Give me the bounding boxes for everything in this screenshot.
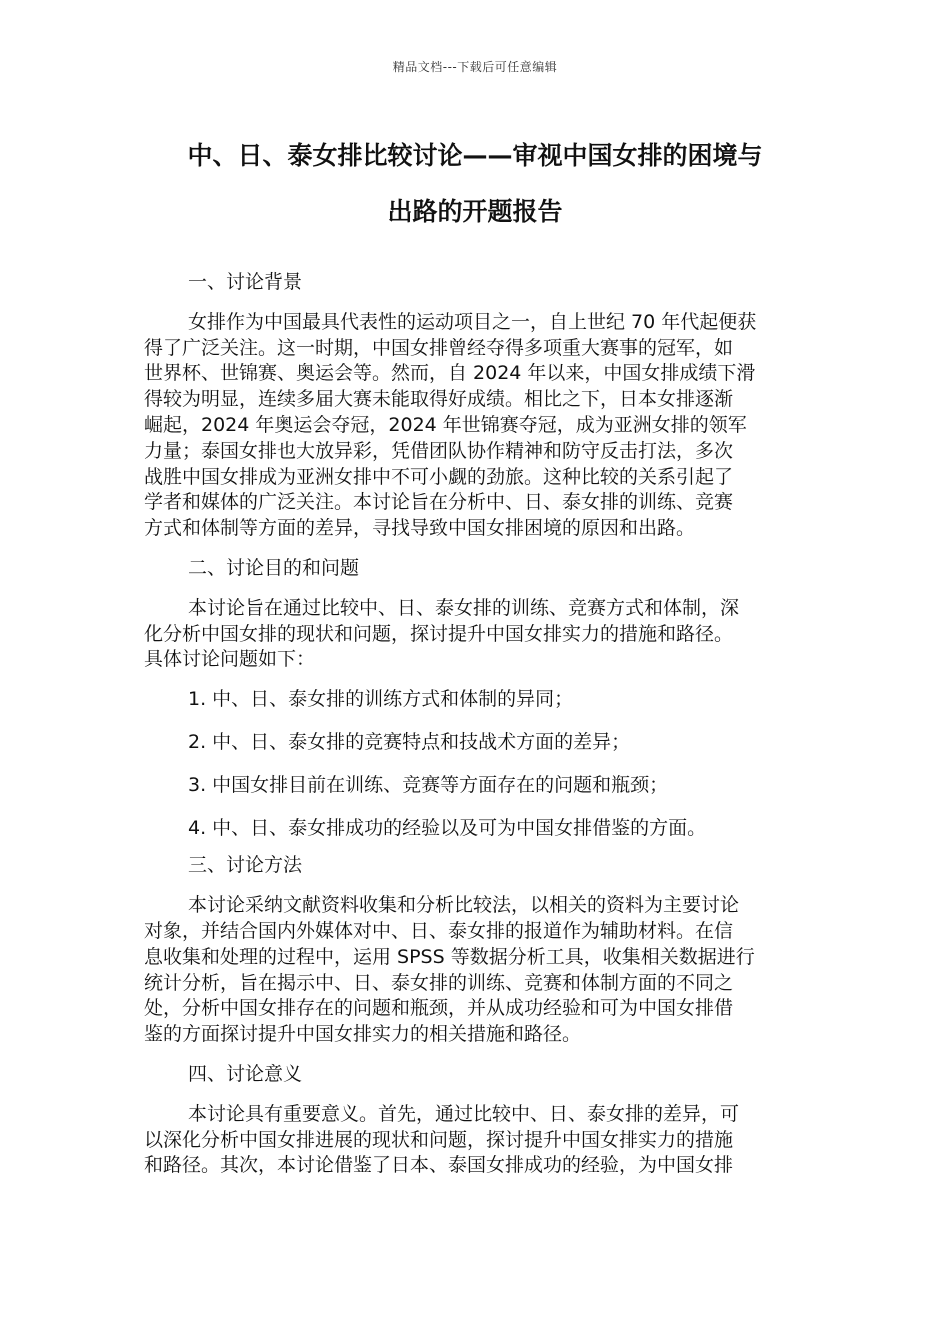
text-line: 息收集和处理的过程中，运用 SPSS 等数据分析工具，收集相关数据进行 [144,945,755,968]
list-item: 1. 中、日、泰女排的训练方式和体制的异同； [188,688,574,711]
list-item: 4. 中、日、泰女排成功的经验以及可为中国女排借鉴的方面。 [188,816,707,839]
text-line: 本讨论具有重要意义。首先，通过比较中、日、泰女排的差异，可 [188,1102,740,1125]
text-line: 具体讨论问题如下： [144,648,316,671]
text-line: 处，分析中国女排存在的问题和瓶颈，并从成功经验和可为中国女排借 [144,997,734,1020]
section-heading-purpose: 二、讨论目的和问题 [188,556,360,579]
document-body [144,270,809,1193]
text-line: 方式和体制等方面的差异，寻找导致中国女排困境的原因和出路。 [144,517,696,540]
text-line: 以深化分析中国女排进展的现状和问题，探讨提升中国女排实力的措施 [144,1128,734,1151]
paragraph-method [144,893,809,1048]
text-line: 和路径。其次，本讨论借鉴了日本、泰国女排成功的经验，为中国女排 [144,1154,734,1177]
text-line: 对象，并结合国内外媒体对中、日、泰女排的报道作为辅助材料。在信 [144,919,734,942]
document-title [120,128,830,240]
paragraph-significance [144,1102,809,1179]
title-line-2: 出路的开题报告 [387,197,563,226]
text-line: 得了广泛关注。这一时期，中国女排曾经夺得多项重大赛事的冠军，如 [144,336,734,359]
text-line: 学者和媒体的广泛关注。本讨论旨在分析中、日、泰女排的训练、竞赛 [144,491,734,514]
title-line-1: 中、日、泰女排比较讨论——审视中国女排的困境与 [187,141,763,170]
section-heading-method: 三、讨论方法 [188,854,303,877]
text-line: 得较为明显，连续多届大赛未能取得好成绩。相比之下，日本女排逐渐 [144,388,734,411]
paragraph-purpose [144,596,809,673]
page-header-note: 精品文档---下载后可任意编辑 [392,60,558,74]
text-line: 本讨论旨在通过比较中、日、泰女排的训练、竞赛方式和体制，深 [188,596,740,619]
text-line: 崛起，2024 年奥运会夺冠，2024 年世锦赛夺冠，成为亚洲女排的领军 [144,413,747,436]
text-line: 世界杯、世锦赛、奥运会等。然而，自 2024 年以来，中国女排成绩下滑 [144,362,756,385]
text-line: 化分析中国女排的现状和问题，探讨提升中国女排实力的措施和路径。 [144,622,734,645]
paragraph-background [144,310,809,542]
text-line: 统计分析，旨在揭示中、日、泰女排的训练、竞赛和体制方面的不同之 [144,971,734,994]
list-item: 2. 中、日、泰女排的竞赛特点和技战术方面的差异； [188,730,631,753]
text-line: 战胜中国女排成为亚洲女排中不可小觑的劲旅。这种比较的关系引起了 [144,465,734,488]
section-heading-background: 一、讨论背景 [188,271,303,293]
text-line: 女排作为中国最具代表性的运动项目之一，自上世纪 70 年代起便获 [188,310,757,333]
section-heading-significance: 四、讨论意义 [188,1062,303,1085]
text-line: 力量；泰国女排也大放异彩，凭借团队协作精神和防守反击打法，多次 [144,439,734,462]
text-line: 本讨论采纳文献资料收集和分析比较法，以相关的资料为主要讨论 [188,894,740,917]
text-line: 鉴的方面探讨提升中国女排实力的相关措施和路径。 [144,1023,582,1046]
list-item: 3. 中国女排目前在训练、竞赛等方面存在的问题和瓶颈； [188,773,669,796]
